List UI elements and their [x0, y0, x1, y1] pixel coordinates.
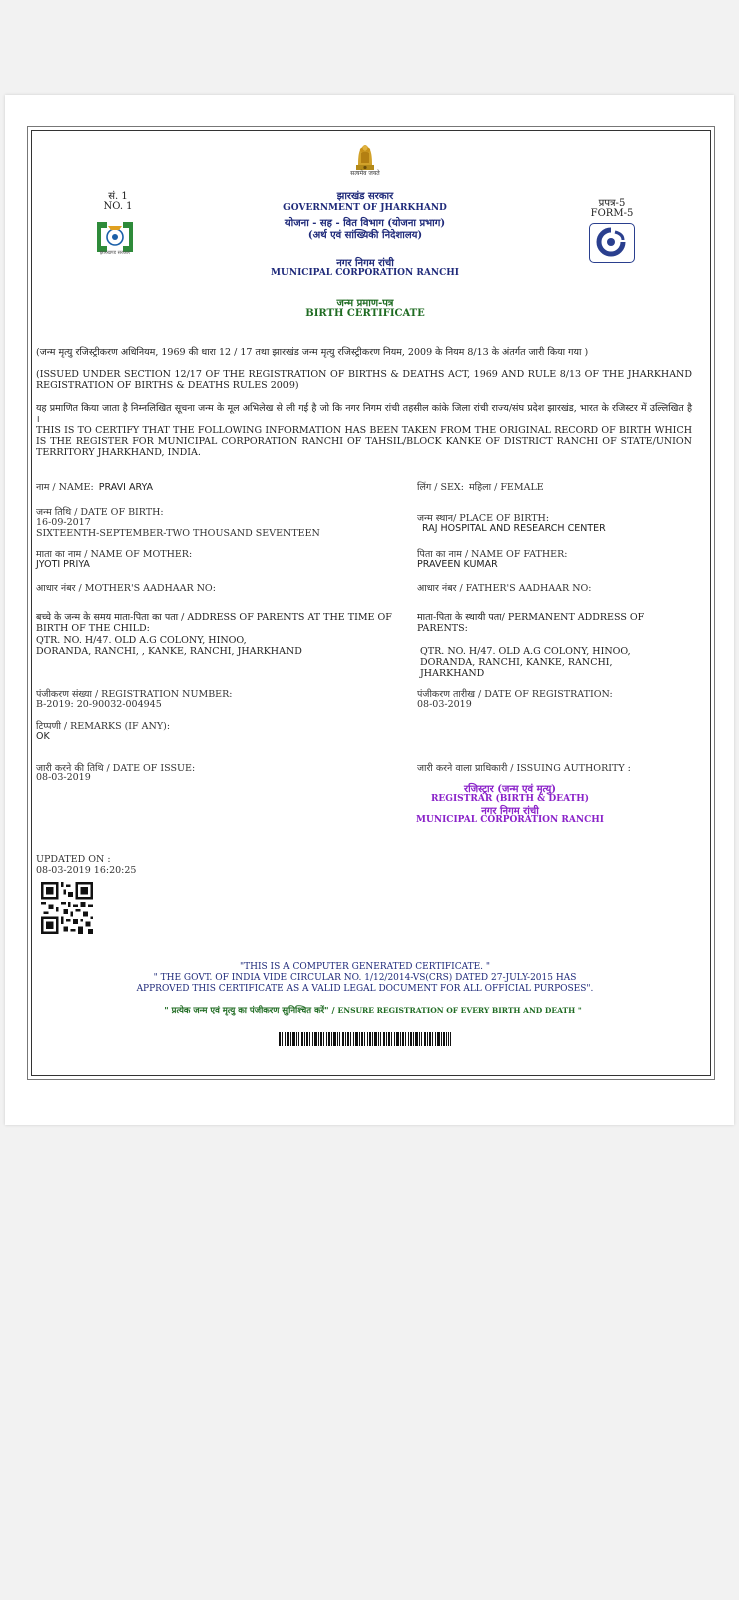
dob-words: SIXTEENTH-SEPTEMBER-TWO THOUSAND SEVENTEEN: [36, 528, 320, 539]
remarks-value: OK: [36, 731, 50, 742]
slogan: [133, 1005, 613, 1016]
permanent-address-label: माता-पिता के स्थायी पता/ PERMANENT ADDRESS OF PARENTS:: [417, 612, 645, 634]
registration-date-label: पंजीकरण तारीख / DATE OF REGISTRATION:: [417, 689, 613, 700]
cert-title-en: BIRTH CERTIFICATE: [305, 308, 425, 319]
permanent-address-line1: QTR. NO. H/47. OLD A.G COLONY, HINOO,: [420, 646, 631, 657]
crs-logo-icon: [590, 224, 633, 261]
dob-label: जन्म तिथि / DATE OF BIRTH:: [36, 507, 164, 518]
remarks-label: टिप्पणी / REMARKS (IF ANY):: [36, 721, 171, 732]
issue-date-value: 08-03-2019: [36, 772, 91, 783]
sex-label: लिंग / SEX:: [417, 482, 464, 493]
logo-caption: झारखण्ड सरकार: [99, 250, 131, 256]
form-no-hindi: प्रपत्र-5: [598, 198, 626, 209]
registrar-corp-en: MUNICIPAL CORPORATION RANCHI: [416, 815, 604, 825]
slogan-en: ENSURE REGISTRATION OF EVERY BIRTH AND DEATH ": [337, 1006, 582, 1015]
registrar-hindi: रजिस्ट्रार (जन्म एवं मृत्यु): [464, 784, 556, 795]
govt-name-hindi: झारखंड सरकार: [336, 191, 394, 202]
serial-no-hindi: सं. 1: [108, 191, 128, 202]
updated-on-label: UPDATED ON :: [36, 854, 111, 865]
serial-no-en: NO. 1: [103, 201, 133, 212]
qr-code-icon: [41, 882, 93, 934]
certify-text-en: THIS IS TO CERTIFY THAT THE FOLLOWING INFORMATION HAS BEEN TAKEN FROM THE ORIGINAL RECORD OF BIRTH WHICH IS THE REGISTER FOR MUNICIPAL CORPORATION RANCHI OF TAHSIL/BLOCK KANKE OF DISTRICT RANCHI OF STATE/UNION TERRITORY JHARKHAND, INDIA.: [36, 425, 692, 458]
permanent-address-line3: JHARKHAND: [420, 668, 485, 679]
mother-aadhaar-label: आधार नंबर / MOTHER'S AADHAAR NO:: [36, 583, 216, 594]
registrar-en: REGISTRAR (BIRTH & DEATH): [430, 794, 590, 804]
dept-name-hindi: योजना - सह - वित विभाग (योजना प्रभाग): [284, 218, 446, 229]
registration-number-label: पंजीकरण संख्या / REGISTRATION NUMBER:: [36, 689, 233, 700]
name-label: नाम / NAME:: [36, 482, 94, 493]
address-at-birth-line1: QTR. NO. H/47. OLD A.G COLONY, HINOO,: [36, 635, 247, 646]
crs-logo: [589, 223, 635, 263]
issue-date-label: जारी करने की तिथि / DATE OF ISSUE:: [36, 763, 196, 774]
mother-name-value: JYOTI PRIYA: [36, 559, 90, 570]
barcode-icon: [279, 1032, 451, 1046]
corp-name-hindi: नगर निगम रांची: [336, 258, 394, 269]
form-no-en: FORM-5: [590, 208, 634, 219]
cert-title-hindi: जन्म प्रमाण-पत्र: [336, 298, 394, 309]
updated-on-value: 08-03-2019 16:20:25: [36, 865, 137, 876]
pob-value: RAJ HOSPITAL AND RESEARCH CENTER: [422, 523, 606, 534]
sex-row: [417, 475, 544, 494]
address-at-birth-label: बच्चे के जन्म के समय माता-पिता का पता / ADDRESS OF PARENTS AT THE TIME OF BIRTH OF THE CHILD:: [36, 612, 392, 634]
mother-name-label: माता का नाम / NAME OF MOTHER:: [36, 549, 193, 560]
corp-name-en: MUNICIPAL CORPORATION RANCHI: [271, 268, 459, 278]
footer-line1: "THIS IS A COMPUTER GENERATED CERTIFICATE. ": [239, 962, 491, 972]
directorate-hindi: (अर्थ एवं सांख्यिकी निदेशालय): [307, 230, 423, 241]
registration-number-value: B-2019: 20-90032-004945: [36, 699, 162, 710]
registrar-corp-hindi: नगर निगम रांची: [481, 806, 539, 817]
barcode: [279, 1031, 451, 1050]
father-name-label: पिता का नाम / NAME OF FATHER:: [417, 549, 568, 560]
footer-line3: APPROVED THIS CERTIFICATE AS A VALID LEGAL DOCUMENT FOR ALL OFFICIAL PURPOSES".: [136, 984, 594, 994]
issuing-authority-label: जारी करने वाला प्राधिकारी / ISSUING AUTHORITY :: [417, 763, 631, 774]
footer-line2: " THE GOVT. OF INDIA VIDE CIRCULAR NO. 1/12/2014-VS(CRS) DATED 27-JULY-2015 HAS: [153, 973, 577, 983]
emblem-motto: सत्यमेव जयते: [350, 170, 380, 177]
qr-code: [41, 882, 93, 938]
registration-date-value: 08-03-2019: [417, 699, 472, 710]
name-value: PRAVI ARYA: [98, 482, 154, 493]
govt-name-en: GOVERNMENT OF JHARKHAND: [283, 203, 447, 213]
sex-value: महिला / FEMALE: [469, 482, 544, 493]
issued-under-en: (ISSUED UNDER SECTION 12/17 OF THE REGISTRATION OF BIRTHS & DEATHS ACT, 1969 AND RULE 8/13 OF THE JHARKHAND REGISTRATION OF BIRTHS & DEATHS RULES 2009): [36, 369, 692, 391]
father-aadhaar-label: आधार नंबर / FATHER'S AADHAAR NO:: [417, 583, 592, 594]
address-at-birth-line2: DORANDA, RANCHI, , KANKE, RANCHI, JHARKHAND: [36, 646, 302, 657]
slogan-hindi: " प्रत्येक जन्म एवं मृत्यु का पंजीकरण सुनिश्चित करें" /: [164, 1006, 335, 1016]
certify-text-hindi: यह प्रमाणित किया जाता है निम्नलिखित सूचना जन्म के मूल अभिलेख से ली गई है जो कि नगर निगम रांची तहसील कांके जिला रांची राज्य/संघ प्रदेश झारखंड, भारत के रजिस्टर में उल्लिखित है ।: [36, 403, 692, 425]
father-name-value: PRAVEEN KUMAR: [417, 559, 498, 570]
issued-under-hindi: (जन्म मृत्यु रजिस्ट्रीकरण अधिनियम, 1969 की धारा 12 / 17 तथा झारखंड जन्म मृत्यु रजिस्ट्रीकरण नियम, 2009 के नियम 8/13 के अंतर्गत जारी किया गया ): [36, 347, 589, 358]
name-row: [36, 475, 153, 494]
permanent-address-line2: DORANDA, RANCHI, KANKE, RANCHI,: [420, 657, 613, 668]
dob-value: 16-09-2017: [36, 517, 91, 528]
pob-label: जन्म स्थान/ PLACE OF BIRTH:: [417, 513, 550, 524]
certificate-sheet: [5, 95, 734, 1125]
